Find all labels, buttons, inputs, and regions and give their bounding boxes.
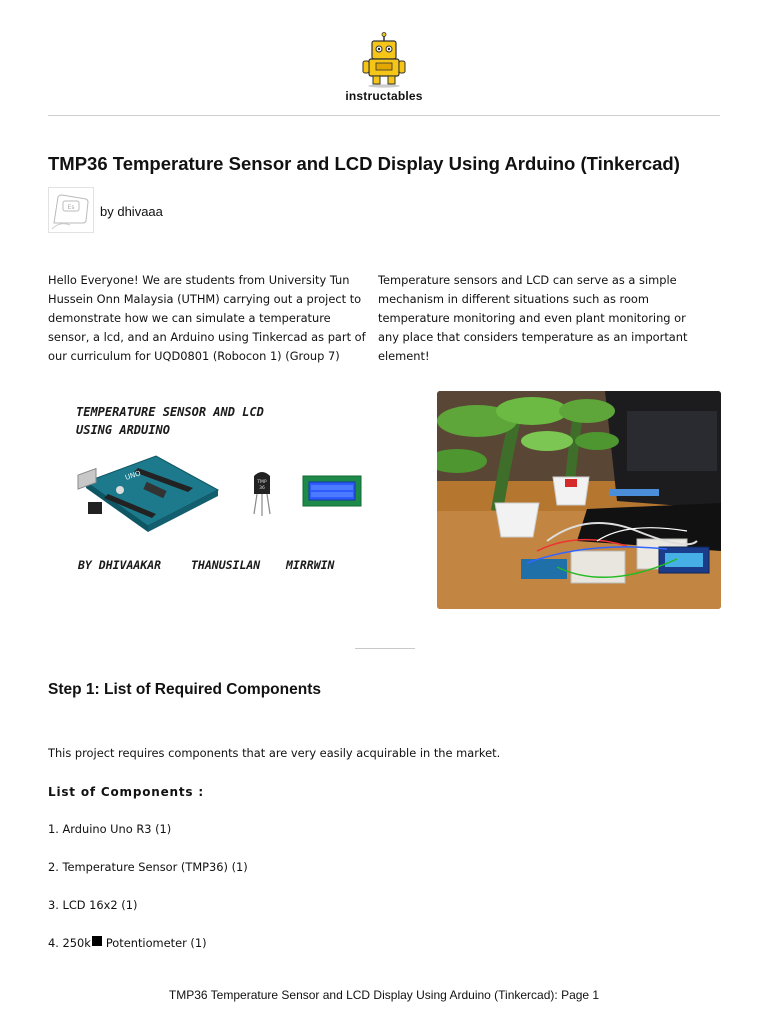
lcd-16x2-image [303, 476, 361, 506]
step-1-title: Step 1: List of Required Components [48, 681, 321, 698]
brand-name[interactable]: instructables [345, 89, 423, 103]
svg-text:Es: Es [67, 204, 75, 211]
credit-1: BY DHIVAAKAR [78, 558, 162, 572]
component-item: 3. LCD 16x2 (1) [48, 898, 138, 912]
missing-glyph-icon [92, 936, 102, 946]
intro-paragraph-left: Hello Everyone! We are students from University Tun Hussein Onn Malaysia (UTHM) carrying out a project to demonstrate how we can simulate a temperature sensor, a lcd, and an Arduino using Tinkercad as part of our curriculum for UQD0801 (Robocon 1) (Group 7) [48, 273, 366, 363]
intro-paragraph-right: Temperature sensors and LCD can serve as a simple mechanism in different situations such as room temperature monitoring and even plant monitoring or any place that considers temperature as an important element! [378, 273, 688, 363]
component-item [48, 936, 207, 950]
illustration-title-line1: TEMPERATURE SENSOR AND LCD [76, 405, 264, 419]
component-item-suffix: Potentiometer (1) [105, 936, 207, 950]
component-item-prefix: 4. 250k [48, 936, 91, 950]
credit-3: MIRRWIN [286, 558, 335, 572]
component-item: 1. Arduino Uno R3 (1) [48, 822, 172, 836]
author-byline[interactable]: by dhivaaa [100, 204, 163, 219]
illustration-title-line2: USING ARDUINO [76, 423, 170, 437]
component-item: 2. Temperature Sensor (TMP36) (1) [48, 860, 248, 874]
section-divider [355, 648, 415, 649]
page-header [0, 0, 768, 116]
article-title: TMP36 Temperature Sensor and LCD Display Using Arduino (Tinkercad) [48, 153, 680, 174]
project-illustration [48, 390, 378, 590]
sensor-label-line2: 36 [259, 486, 265, 491]
components-heading: List of Components : [48, 785, 204, 799]
page-footer: TMP36 Temperature Sensor and LCD Display Using Arduino (Tinkercad): Page 1 [168, 988, 600, 1002]
svg-text:UNO: UNO [124, 469, 142, 482]
header-divider [48, 115, 720, 116]
project-photo [437, 391, 721, 609]
author-avatar[interactable] [48, 187, 94, 233]
instructables-robot-logo-icon [359, 32, 409, 88]
credit-2: THANUSILAN [191, 558, 261, 572]
step-1-intro: This project requires components that are very easily acquirable in the market. [48, 746, 501, 760]
sensor-label-line1: TMP [257, 480, 267, 485]
